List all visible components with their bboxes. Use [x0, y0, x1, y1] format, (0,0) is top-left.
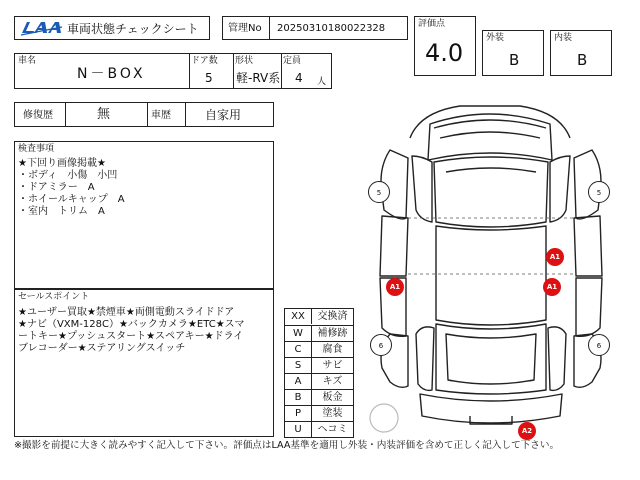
- car-name-label: 車名: [18, 56, 37, 66]
- legend-desc: 板金: [322, 392, 343, 403]
- legend-code: C: [285, 342, 312, 357]
- score-value: 4.0: [425, 39, 464, 67]
- exterior-label: 外装: [486, 33, 505, 43]
- legend-table: [284, 308, 354, 438]
- car-damage-diagram: [360, 98, 622, 440]
- interior-grade: B: [577, 51, 588, 69]
- sheet-title: 車両状態チェックシート: [67, 22, 199, 36]
- legend-code: P: [285, 406, 312, 421]
- inspection-line: ★下回り画像掲載★: [18, 158, 106, 169]
- mgmt-box: [222, 16, 408, 40]
- damage-mark: A1: [546, 248, 564, 266]
- sales-box: [14, 289, 274, 437]
- doors-value: 5: [205, 71, 213, 85]
- score-label: 評価点: [418, 19, 446, 29]
- capacity-value: 4: [295, 71, 303, 85]
- inspection-line: ・ボディ 小傷 小凹: [18, 170, 118, 181]
- shape-value: 軽-RV系: [236, 71, 281, 85]
- sales-label: セールスポイント: [18, 292, 90, 302]
- legend-desc: キズ: [322, 376, 343, 387]
- repair-label: 修復歴: [23, 110, 53, 121]
- legend-desc: 交換済: [317, 311, 348, 322]
- mgmt-label: 管理No: [228, 23, 262, 34]
- capacity-unit: 人: [317, 77, 327, 87]
- car-outline: [360, 98, 622, 440]
- wheel-marker: 6: [588, 334, 610, 356]
- legend-row: [285, 389, 353, 405]
- vehicle-row: [14, 53, 332, 89]
- sales-line: ブレコーダー★ステアリングスイッチ: [18, 343, 186, 354]
- legend-row: [285, 357, 353, 373]
- legend-code: B: [285, 390, 312, 405]
- legend-desc: サビ: [322, 360, 343, 371]
- exterior-box: [482, 30, 544, 76]
- damage-mark: A2: [518, 422, 536, 440]
- car-name: N－BOX: [77, 66, 146, 82]
- wheel-marker: 6: [370, 334, 392, 356]
- inspection-line: ・室内 トリム A: [18, 206, 105, 217]
- legend-row: [285, 421, 353, 437]
- logo: [19, 20, 63, 36]
- header-title-box: [14, 16, 210, 40]
- footer-note: ※撮影を前提に大きく読みやすく記入して下さい。評価点はLAA基準を適用し外装・内装評価を含めて正しく記入して下さい。: [14, 440, 560, 451]
- damage-mark: A1: [543, 278, 561, 296]
- legend-code: U: [285, 422, 312, 437]
- mgmt-number: 20250310180022328: [277, 23, 386, 34]
- doors-label: ドア数: [191, 56, 218, 66]
- history-row: [14, 102, 274, 127]
- inspection-line: ・ドアミラー A: [18, 182, 95, 193]
- inspection-label: 検査事項: [18, 144, 55, 154]
- shape-label: 形状: [235, 56, 254, 66]
- inspection-box: [14, 141, 274, 289]
- legend-code: XX: [285, 309, 312, 324]
- wheel-marker: 5: [368, 181, 390, 203]
- legend-code: A: [285, 374, 312, 389]
- interior-box: [550, 30, 612, 76]
- legend-row: [285, 325, 353, 341]
- damage-mark: A1: [386, 278, 404, 296]
- legend-row: [285, 309, 353, 325]
- legend-code: W: [285, 326, 312, 341]
- exterior-grade: B: [509, 51, 520, 69]
- legend-desc: 補修跡: [317, 328, 348, 339]
- use-value: 自家用: [205, 108, 242, 122]
- legend-code: S: [285, 358, 312, 373]
- score-box: [414, 16, 476, 76]
- sales-line: ★ユーザー買取★禁煙車★両側電動スライドドア: [18, 307, 235, 318]
- legend-desc: ヘコミ: [317, 424, 348, 435]
- legend-row: [285, 405, 353, 421]
- sales-line: ★ナビ（VXM-128C）★バックカメラ★ETC★スマ: [18, 319, 245, 330]
- legend-desc: 腐食: [322, 344, 343, 355]
- legend-row: [285, 373, 353, 389]
- interior-label: 内装: [554, 33, 573, 43]
- capacity-label: 定員: [283, 56, 302, 66]
- wheel-marker: 5: [588, 181, 610, 203]
- repair-value: 無: [97, 107, 111, 122]
- legend-row: [285, 341, 353, 357]
- sales-line: ートキー★プッシュスタート★スペアキー★ドライ: [18, 331, 244, 342]
- legend-desc: 塗装: [322, 408, 343, 419]
- use-label: 車歴: [151, 110, 171, 121]
- inspection-line: ・ホイールキャップ A: [18, 194, 125, 205]
